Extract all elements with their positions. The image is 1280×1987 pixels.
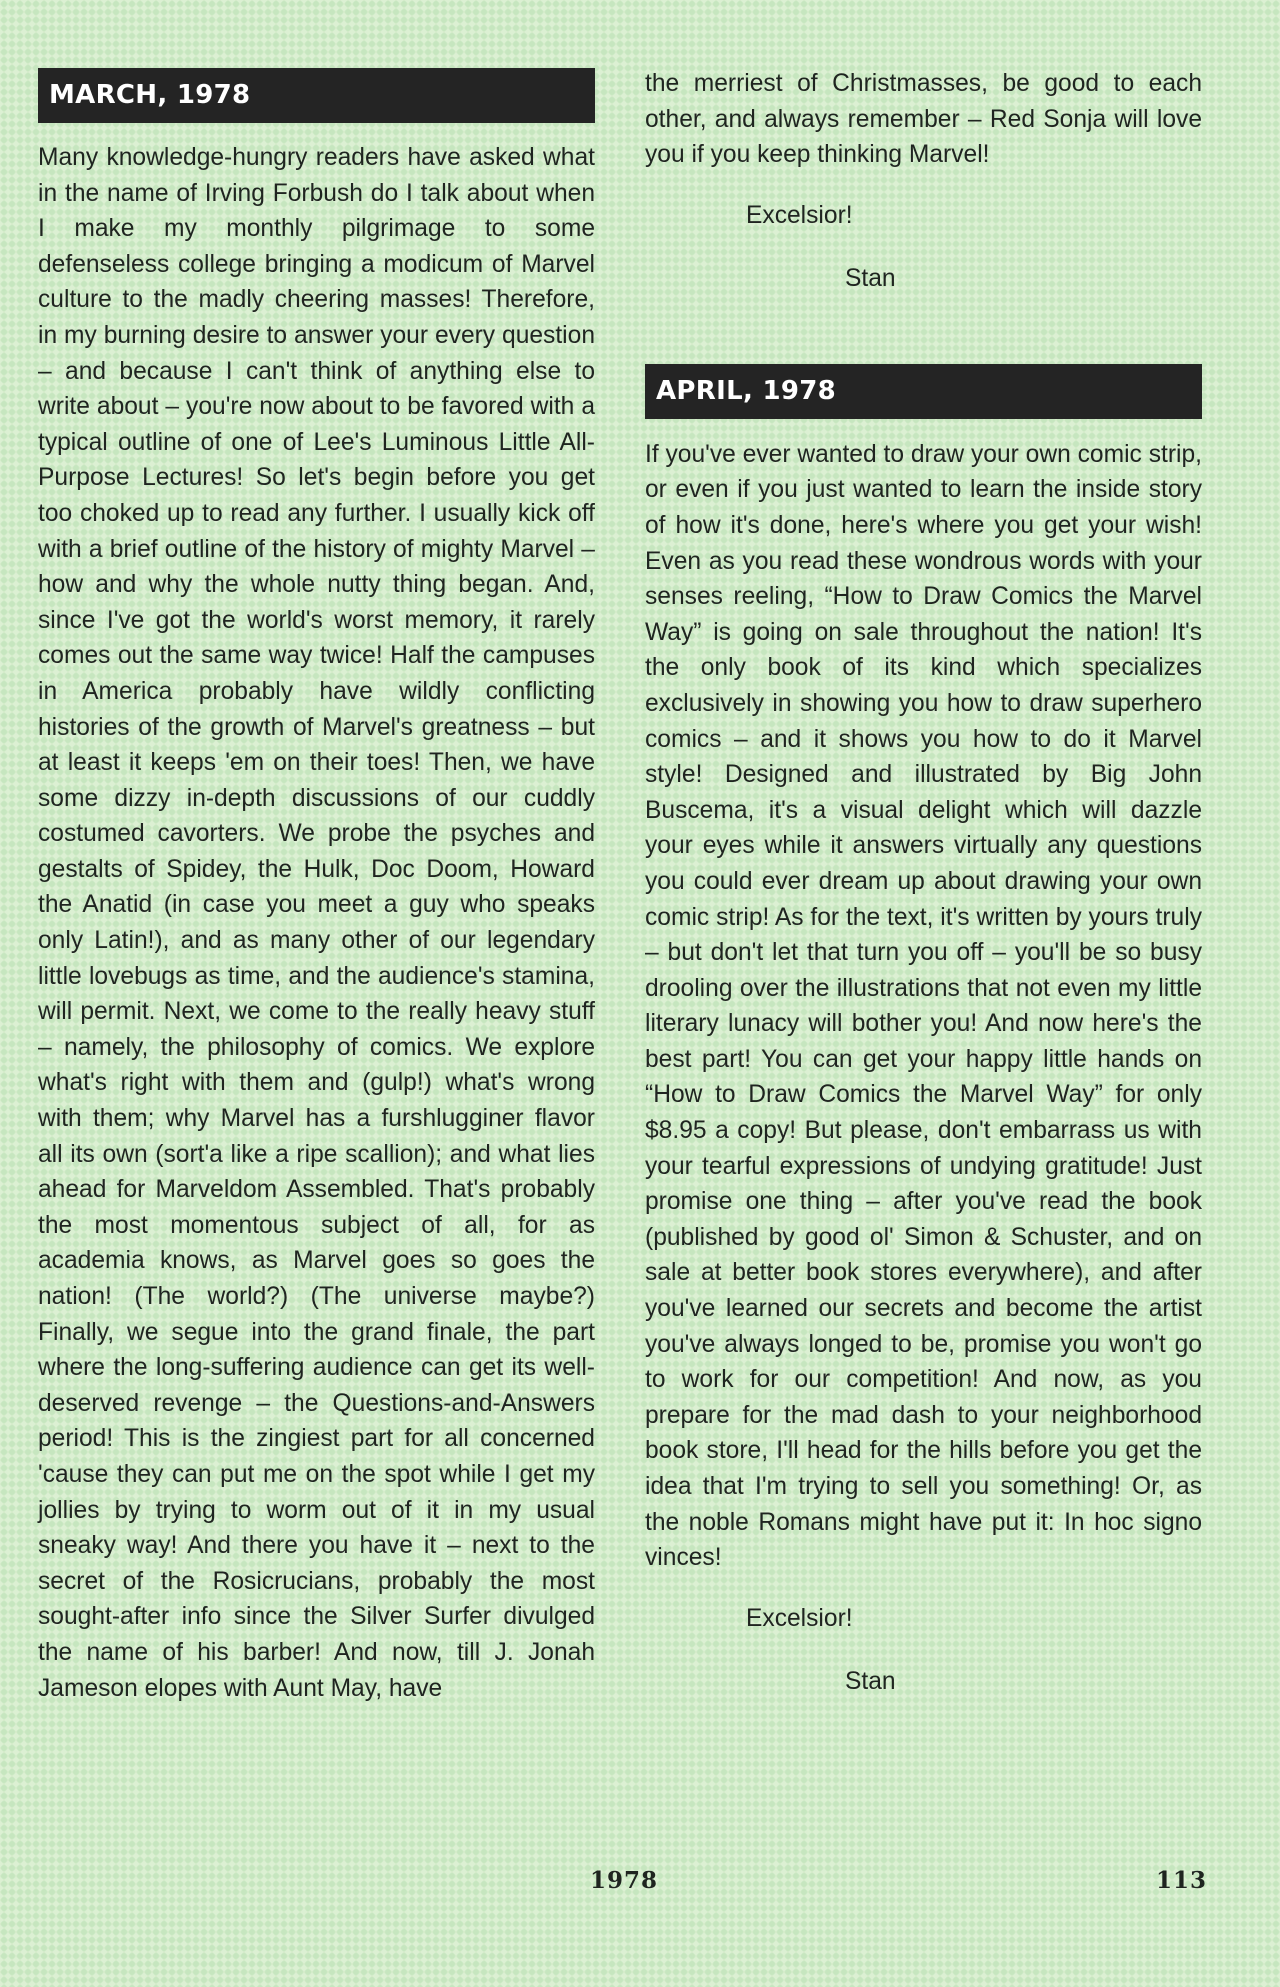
footer-year: 1978 [590,1867,659,1894]
march-1978-body: Many knowledge-hungry readers have asked what in the name of Irving Forbush do I talk about when I make my monthly pilgrimage to some defenseless college bringing a modicum of Marvel culture to the madly cheering masses! Therefore, in my burning desire to answer your every question – and because I can't think of anything else to write about – you're now about to be favored with a typical outline of one of Lee's Luminous Little All-Purpose Lectures! So let's begin before you get too choked up to read any further. I usually kick off with a brief outline of the history of mighty Marvel – how and why the whole nutty thing began. And, since I've got the world's worst memory, it rarely comes out the same way twice! Half the campuses in America probably have wildly conflicting histories of the growth of Marvel's greatness – but at least it keeps 'em on their toes! Then, we have some dizzy in-depth discussions of our cuddly costumed cavorters. We probe the psyches and gestalts of Spidey, the Hulk, Doc Doom, Howard the Anatid (in case you meet a guy who speaks only Latin!), and as many other of our legendary little lovebugs as time, and the audience's stamina, will permit. Next, we come to the really heavy stuff – namely, the philosophy of comics. We explore what's right with them and (gulp!) what's wrong with them; why Marvel has a furshlugginer flavor all its own (sort'a like a ripe scallion); and what lies ahead for Marveldom Assembled. That's probably the most momentous subject of all, for as academia knows, as Marvel goes so goes the nation! (The world?) (The universe maybe?) Finally, we segue into the grand finale, the part where the long-suffering audience can get its well-deserved revenge – the Questions-and-Answers period! This is the zingiest part for all concerned 'cause they can put me on the spot while I get my jollies by trying to worm out of it in my usual sneaky way! And there you have it – next to the secret of the Rosicrucians, probably the most sought-after info since the Silver Surfer divulged the name of his barber! And now, till J. Jonah Jameson elopes with Aunt May, have [38,144,595,1702]
march-1978-continuation: the merriest of Christmasses, be good to each other, and always remember – Red Sonja will love you if you keep thinking Marvel! [645,70,1202,169]
april-1978-body: If you've ever wanted to draw your own comic strip, or even if you just wanted to learn the inside story of how it's done, here's where you get your wish! Even as you read these wondrous words with your senses reeling, “How to Draw Comics the Marvel Way” is going on sale throughout the nation! It's the only book of its kind which specializes exclusively in showing you how to draw superhero comics – and it shows you how to do it Marvel style! Designed and illustrated by Big John Buscema, it's a visual delight which will dazzle your eyes while it answers virtually any questions you could ever dream up about drawing your own comic strip! As for the text, it's written by yours truly – but don't let that turn you off – you'll be so busy drooling over the illustrations that not even my little literary lunacy will bother you! And now here's the best part! You can get your happy little hands on “How to Draw Comics the Marvel Way” for only $8.95 a copy! But please, don't embarrass us with your tearful expressions of undying gratitude! Just promise one thing – after you've read the book (published by good ol' Simon & Schuster, and on sale at better book stores everywhere), and after you've learned our secrets and become the artist you've always longed to be, promise you won't go to work for our competition! And now, as you prepare for the mad dash to your neighborhood book store, I'll head for the hills before you get the idea that I'm trying to sell you something! Or, as the noble Romans might have put it: In hoc signo vinces! [645,440,1202,1572]
march-signoff: Excelsior! [746,201,853,229]
april-signature: Stan [845,1667,896,1695]
right-column [645,68,1202,1697]
april-signoff: Excelsior! [746,1604,853,1632]
april-1978-header: APRIL, 1978 [645,364,1202,419]
march-signature: Stan [845,264,896,292]
page-number: 113 [1156,1867,1208,1894]
left-column [38,68,595,1706]
march-1978-header: MARCH, 1978 [38,68,595,123]
